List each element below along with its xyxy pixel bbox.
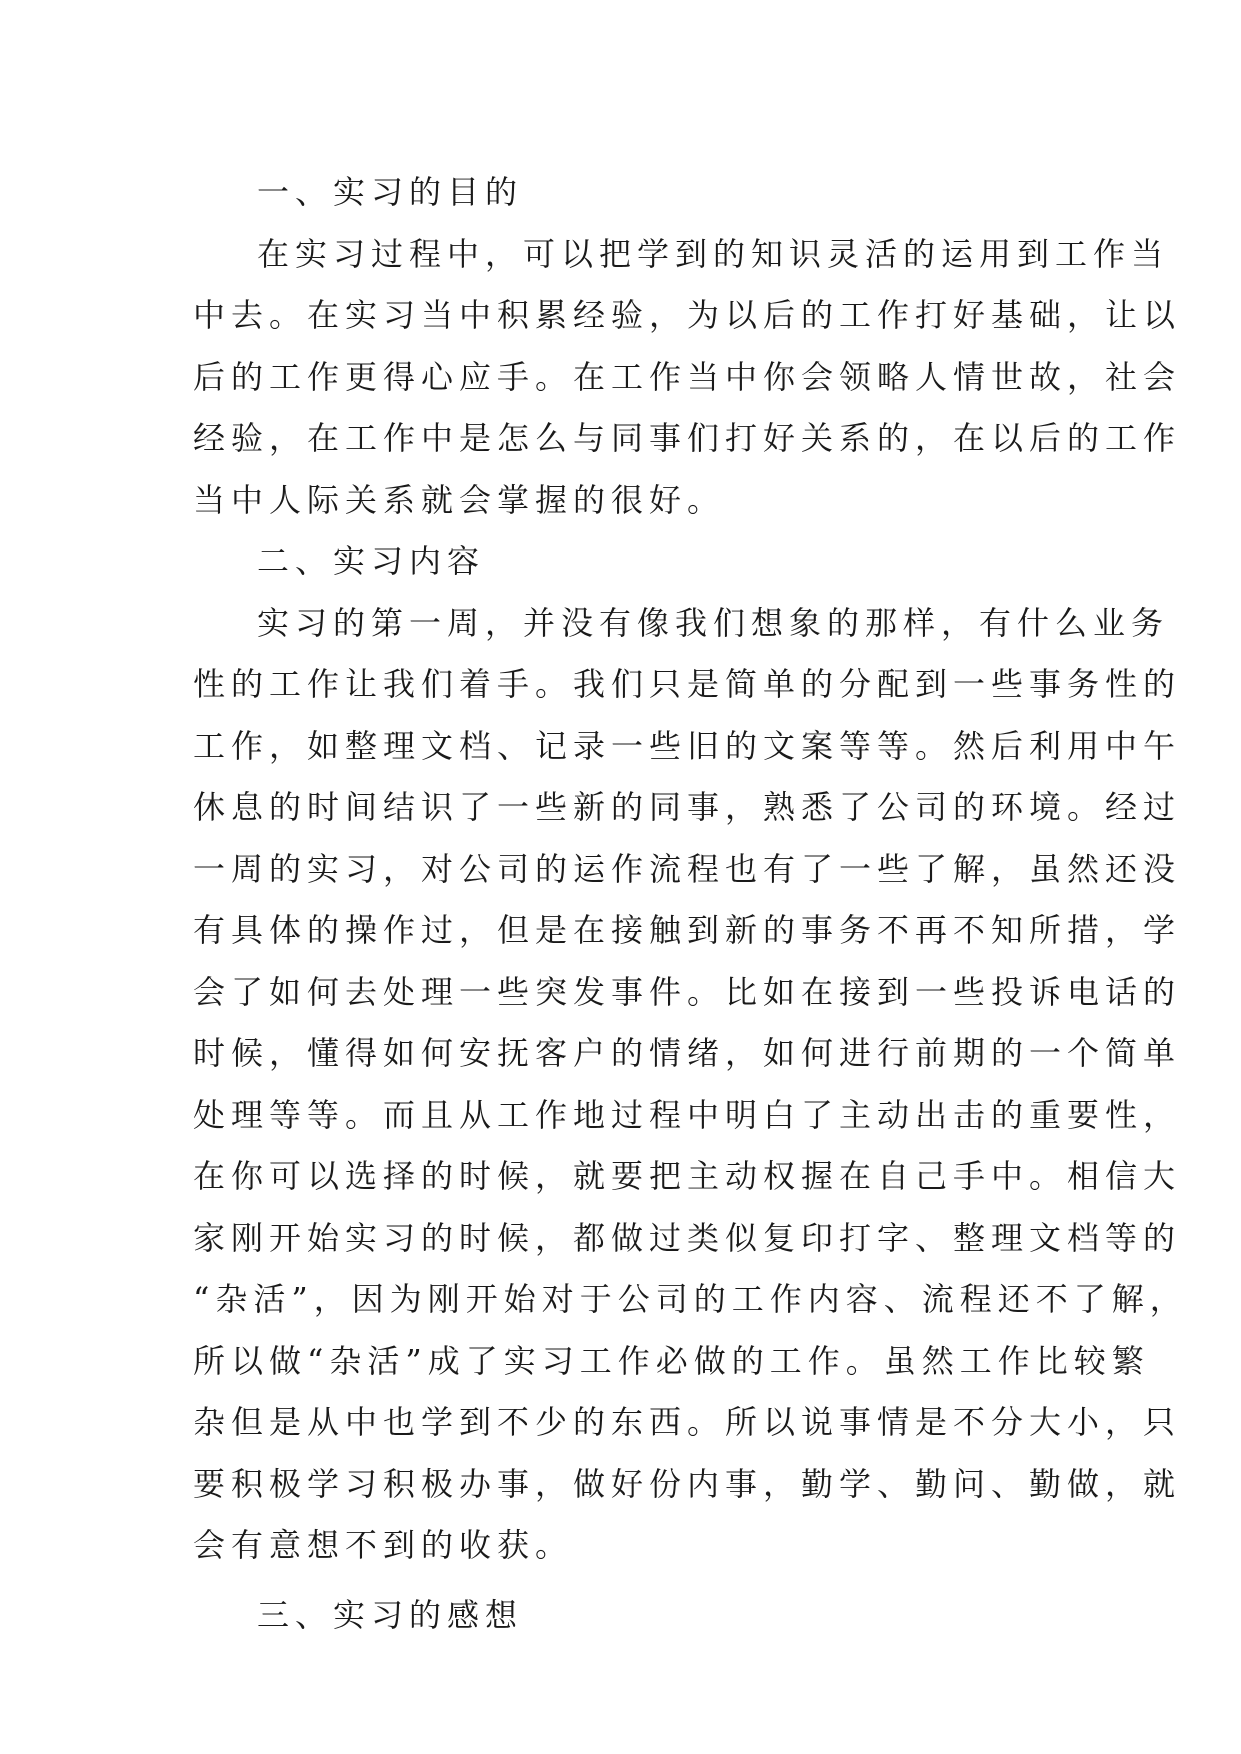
paragraph-line: 当中人际关系就会掌握的很好。 [193,480,726,519]
paragraph-line: 在你可以选择的时候，就要把主动权握在自己手中。相信大 [193,1157,1182,1195]
paragraph-line: 时候，懂得如何安抚客户的情绪，如何进行前期的一个简单 [193,1034,1182,1072]
section-heading-reflections: 三、实习的感想 [257,1595,524,1634]
paragraph-line: 中去。在实习当中积累经验，为以后的工作打好基础，让以 [193,296,1182,334]
paragraph-line: 工作，如整理文档、记录一些旧的文案等等。然后利用中午 [193,726,1182,765]
document-body [193,162,1188,1646]
paragraph-line: 会了如何去处理一些突发事件。比如在接到一些投诉电话的 [193,972,1182,1011]
paragraph-line: 有具体的操作过，但是在接触到新的事务不再不知所措，学 [193,911,1182,949]
paragraph-line: 一周的实习，对公司的运作流程也有了一些了解，虽然还没 [193,849,1182,888]
paragraph-line: 所以做“杂活”成了实习工作必做的工作。虽然工作比较繁 [193,1341,1150,1380]
paragraph-line: 实习的第一周，并没有像我们想象的那样，有什么业务 [257,603,1170,642]
paragraph-line: 后的工作更得心应手。在工作当中你会领略人情世故，社会 [193,357,1182,396]
paragraph-line: 休息的时间结识了一些新的同事，熟悉了公司的环境。经过 [193,788,1182,826]
paragraph-line: “杂活”，因为刚开始对于公司的工作内容、流程还不了解， [193,1280,1188,1318]
section-heading-purpose: 一、实习的目的 [257,173,524,211]
paragraph-line: 家刚开始实习的时候，都做过类似复印打字、整理文档等的 [193,1218,1182,1257]
paragraph-line: 经验，在工作中是怎么与同事们打好关系的，在以后的工作 [193,419,1182,457]
paragraph-line: 要积极学习积极办事，做好份内事，勤学、勤问、勤做，就 [193,1464,1182,1503]
section-heading-content: 二、实习内容 [257,542,486,580]
paragraph-line: 在实习过程中，可以把学到的知识灵活的运用到工作当 [257,234,1170,273]
paragraph-line: 会有意想不到的收获。 [193,1526,574,1564]
paragraph-line: 处理等等。而且从工作地过程中明白了主动出击的重要性， [193,1095,1182,1134]
paragraph-line: 性的工作让我们着手。我们只是简单的分配到一些事务性的 [193,665,1182,703]
paragraph-line: 杂但是从中也学到不少的东西。所以说事情是不分大小，只 [193,1403,1182,1441]
